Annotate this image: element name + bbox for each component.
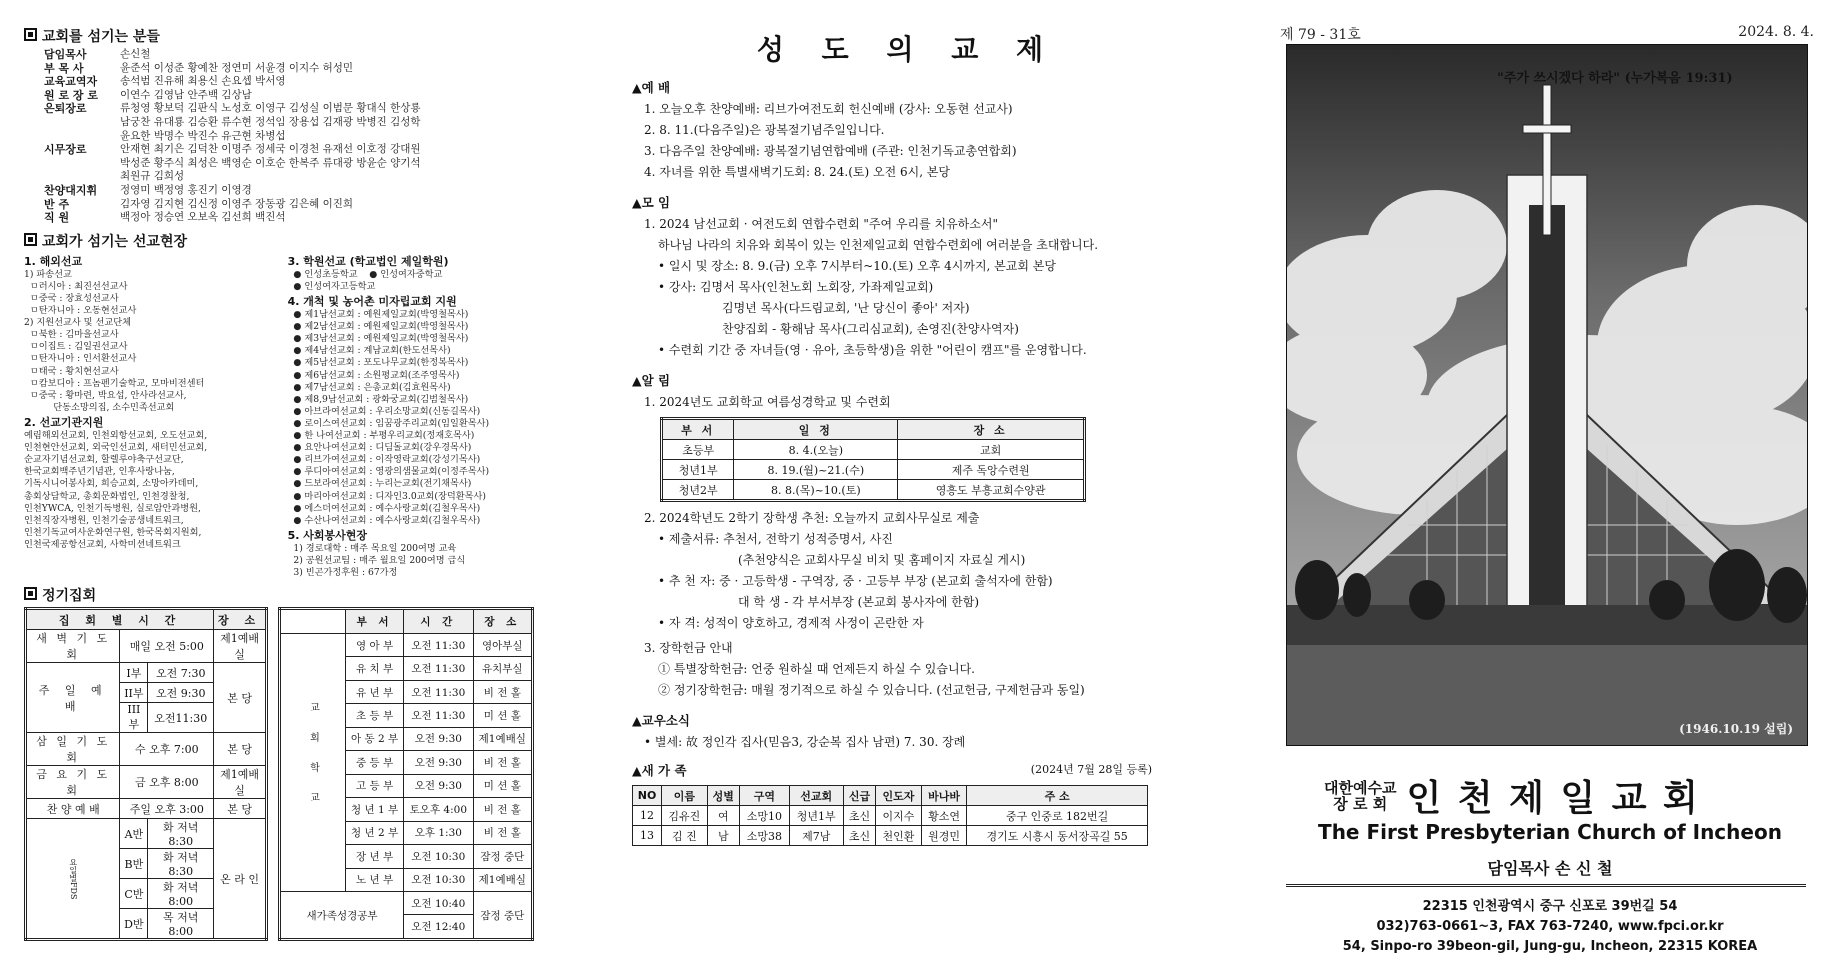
gathering-line: • 강사: 김명서 목사(인천노회 노회장, 가좌제일교회) <box>658 280 934 294</box>
wt-praise-place: 본 당 <box>214 799 267 819</box>
staff-row <box>24 89 586 103</box>
et-cell: 미 션 홀 <box>473 774 532 797</box>
notice-line: 1. 2024년도 교회학교 여름성경학교 및 수련회 <box>644 395 891 409</box>
et-cell: 장 년 부 <box>346 845 404 868</box>
et-cell: 유치부실 <box>473 657 532 680</box>
mission-line: ● 리브가여선교회 : 이작영락교회(강성기목사) <box>287 454 481 466</box>
mission-line: ● 마리아여선교회 : 디자인3.0교회(장덕환목사) <box>287 490 486 502</box>
wt-fds-time: 화 저녁 8:00 <box>148 879 214 909</box>
church-name: 인 천 제 일 교 회 <box>1406 778 1700 819</box>
mission-line: 예림해외선교회, 인천외항선교회, 오도선교회, <box>24 430 208 442</box>
mission-line: ㅁ캄보디아 : 프놈펜기술학교, 모마비전센터 <box>24 377 205 389</box>
wt-fds-class: D반 <box>120 909 148 940</box>
mission-line: 인천현안선교회, 외국인선교회, 새터민선교회, <box>24 442 208 454</box>
mission-title: 교회가 섬기는 선교현장 <box>24 231 586 251</box>
nf-cell: 13 <box>633 826 662 846</box>
et-cell: 비 전 홀 <box>473 798 532 821</box>
mission-line: ㅁ태국 : 황치현선교사 <box>24 365 119 377</box>
wt-fds-class: B반 <box>120 849 148 879</box>
et-cell: 영아부실 <box>473 633 532 656</box>
mission-line: ● 제4남선교회 : 계남교회(한도선목사) <box>287 345 451 357</box>
mission-line: ● 제3남선교회 : 예원제일교회(박영철목사) <box>287 333 469 345</box>
et-cell: 초 등 부 <box>346 704 404 727</box>
mission-line: ● 제1남선교회 : 예원제일교회(박영철목사) <box>287 309 469 321</box>
staff-list <box>24 48 586 225</box>
mission-line: ● 제7남선교회 : 은총교회(김효원목사) <box>287 381 451 393</box>
notice-line: (추천양식은 교회사무실 비치 및 홈페이지 자료실 게시) <box>738 553 1026 567</box>
staff-role: 은퇴장로 <box>44 102 87 116</box>
camp-cell: 8. 8.(목)~10.(토) <box>734 480 898 501</box>
news-line: • 별세: 故 정인각 집사(믿음3, 강순복 집사 남편) 7. 30. 장례 <box>644 735 966 749</box>
gathering-line: 김명년 목사(다드림교회, '난 당신이 좋아' 저자) <box>722 301 970 315</box>
mission-right-column <box>288 253 586 579</box>
et-cell: 토오후 4:00 <box>404 798 474 821</box>
et-cell: 비 전 홀 <box>473 821 532 844</box>
wt-head-place: 장 소 <box>214 609 267 630</box>
church-photo <box>1286 44 1808 746</box>
notice-heading: ▲알 림 <box>632 373 671 388</box>
gathering-line: • 일시 및 장소: 8. 9.(금) 오후 7시부터~10.(토) 오후 4시까지, 본교회 본당 <box>658 259 1056 273</box>
mission-line: 인천국제공항선교회, 사학미션네트워크 <box>24 538 181 550</box>
wt-fri-time: 금 오후 8:00 <box>120 766 214 799</box>
church-name-english: The First Presbyterian Church of Incheon <box>1318 820 1782 844</box>
staff-row <box>24 143 586 157</box>
et-cell: 아 동 2 부 <box>346 727 404 750</box>
mission-line: 인천YWCA, 인천기독병원, 실로암안과병원, <box>24 502 201 514</box>
square-bullet-icon <box>24 587 37 600</box>
staff-names: 이연수 김영남 안주백 김상남 <box>120 88 252 101</box>
nf-cell: 경기도 시흥시 동서장곡길 55 <box>967 826 1148 846</box>
et-cell: 영 아 부 <box>346 633 404 656</box>
left-panel <box>0 0 600 960</box>
wt-sunday-part: I부 <box>120 663 148 683</box>
nf-head-cell: 이름 <box>662 786 708 806</box>
mission-line: ● 인성초등학교 ● 인성여자중학교 <box>287 268 443 280</box>
et-cell: 오전 9:30 <box>404 774 474 797</box>
nf-cell: 12 <box>633 806 662 826</box>
staff-names: 박성준 황주식 최성은 백영순 이호순 한복주 류대광 방윤순 양기석 <box>120 156 421 169</box>
worship-line: 3. 다음주일 찬양예배: 광복절기념연합예배 (주관: 인천기독교총연합회) <box>644 144 1017 158</box>
mission-line: ● 아브라여선교회 : 우리소망교회(신동길목사) <box>287 405 481 417</box>
staff-names: 백정아 정승연 오보옥 김선희 백진석 <box>120 211 286 224</box>
nf-cell: 소망38 <box>740 826 790 846</box>
square-bullet-icon <box>24 233 37 246</box>
camp-cell: 8. 19.(월)~21.(수) <box>734 460 898 480</box>
et-head-dept: 부 서 <box>346 609 404 634</box>
worship-heading: ▲예 배 <box>632 80 671 95</box>
nf-cell: 이지수 <box>876 806 922 826</box>
staff-row <box>24 130 586 144</box>
nf-cell: 김유진 <box>662 806 708 826</box>
contact-line: 032)763-0661~3, FAX 763-7240, www.fpci.or.kr <box>1376 919 1724 934</box>
wt-wed-label: 삼 일 기 도 회 <box>26 733 120 766</box>
staff-role <box>24 130 120 144</box>
nf-head-cell: 신급 <box>843 786 875 806</box>
mission-subheading: 4. 개척 및 농어촌 미자립교회 지원 <box>287 295 457 308</box>
gathering-line: 1. 2024 남선교회 · 여전도회 연합수련회 "주여 우리를 치유하소서" <box>644 217 998 231</box>
staff-row <box>24 184 586 198</box>
wt-sunday-place: 본 당 <box>214 663 267 733</box>
camp-cell: 8. 4.(오늘) <box>734 440 898 460</box>
verse-text: "주가 쓰시겠다 하라" (누가복음 19:31) <box>1497 71 1733 86</box>
et-cell: 유 치 부 <box>346 657 404 680</box>
mission-line: 2) 지원선교사 및 선교단체 <box>24 317 131 329</box>
et-cell: 고 등 부 <box>346 774 404 797</box>
nf-cell: 초신 <box>843 806 875 826</box>
wt-dawn-place: 제1예배실 <box>214 630 267 663</box>
et-cell: 오전 11:30 <box>404 657 474 680</box>
issue-date: 2024. 8. 4. <box>1738 24 1814 40</box>
et-head-place: 장 소 <box>473 609 532 634</box>
wt-fds-class: C반 <box>120 879 148 909</box>
mission-line: ● 요안나여선교회 : 디딤돌교회(강우경목사) <box>287 442 472 454</box>
worship-title: 정기집회 <box>24 585 586 605</box>
staff-names: 윤준석 이성준 황예찬 정연미 서윤경 이지수 허성민 <box>120 61 354 74</box>
mission-line: ● 로이스여선교회 : 임꿈광주리교회(임일환목사) <box>287 417 490 429</box>
new-family-heading: ▲새 가 족 <box>632 763 687 778</box>
nf-cell: 원경민 <box>921 826 967 846</box>
camp-cell: 교회 <box>898 440 1085 460</box>
nf-cell: 중구 인중로 182번길 <box>967 806 1148 826</box>
worship-schedule-table <box>24 607 268 941</box>
wt-fds-time: 화 저녁 8:30 <box>148 819 214 849</box>
staff-row <box>24 48 586 62</box>
mission-left-column <box>24 253 288 579</box>
mission-line: 1) 파송선교 <box>24 268 72 280</box>
et-cell: 중 등 부 <box>346 751 404 774</box>
wt-sunday-part: III부 <box>120 703 148 733</box>
wt-praise-time: 주일 오후 3:00 <box>120 799 214 819</box>
nf-head-cell: 구역 <box>740 786 790 806</box>
nf-cell: 남 <box>707 826 739 846</box>
mission-subheading: 5. 사회봉사현장 <box>287 528 368 542</box>
et-cell: 청 년 2 부 <box>346 821 404 844</box>
staff-names: 남궁찬 유대룡 김승환 류수현 정석임 장용섭 김재광 박병진 김성학 <box>120 115 421 128</box>
senior-pastor: 담임목사 손 신 철 <box>1487 859 1613 878</box>
nf-cell: 소망10 <box>740 806 790 826</box>
mission-line: ● 제8,9남선교회 : 광화궁교회(김범철목사) <box>287 393 469 405</box>
staff-names: 류청영 황보덕 김판식 노성호 이영구 김성실 이범문 황대식 한상룡 <box>120 102 421 115</box>
mission-line: ● 인성여자고등학교 <box>287 280 376 292</box>
wt-sunday-time: 오전11:30 <box>148 703 214 733</box>
notice-line: • 제출서류: 추천서, 전학기 성적증명서, 사진 <box>658 532 893 546</box>
address-block <box>1300 897 1800 957</box>
mission-subheading: 1. 해외선교 <box>24 254 83 268</box>
wt-head-time: 집 회 별 시 간 <box>26 609 214 630</box>
et-newfamily-place: 잠정 중단 <box>473 891 532 939</box>
wt-fds-time: 화 저녁 8:30 <box>148 849 214 879</box>
et-side-label: 교회학교 <box>280 633 346 891</box>
servants-title: 교회를 섬기는 분들 <box>24 26 586 46</box>
wt-fri-label: 금 요 기 도 회 <box>26 766 120 799</box>
et-cell: 노 년 부 <box>346 868 404 891</box>
mission-subheading: 3. 학원선교 (학교법인 제일학원) <box>287 254 449 268</box>
staff-row <box>24 211 586 225</box>
mission-line: ㅁ북한 : 김마을선교사 <box>24 329 119 341</box>
mission-columns <box>24 253 586 579</box>
staff-role: 시무장로 <box>44 143 87 157</box>
et-cell: 오전 9:30 <box>404 727 474 750</box>
staff-role: 직 원 <box>44 211 70 225</box>
mission-line: ● 드보라여선교회 : 누리는교회(전기채목사) <box>287 478 472 490</box>
wt-dawn-label: 새 벽 기 도 회 <box>26 630 120 663</box>
mission-line: 단동소망의집, 소수민족선교회 <box>24 401 175 413</box>
photo-caption: (1946.10.19 설립) <box>1679 722 1793 736</box>
et-newfamily-time: 오전 10:40 <box>404 891 474 914</box>
mission-line: 3) 빈곤가정후원 : 67가정 <box>287 567 398 579</box>
et-newfamily-label: 새가족성경공부 <box>280 891 404 939</box>
staff-role <box>24 170 120 184</box>
mission-line: 2) 공원선교팀 : 매주 월요일 200여명 급식 <box>287 554 466 566</box>
nf-head-cell: 인도자 <box>876 786 922 806</box>
notice-line: • 자 격: 성적이 양호하고, 경제적 사정이 곤란한 자 <box>658 616 924 630</box>
worship-notices <box>632 99 1182 183</box>
mission-line: ● 수산나여선교회 : 예수사랑교회(김철우목사) <box>287 514 481 526</box>
wt-fri-place: 제1예배실 <box>214 766 267 799</box>
new-family-date: (2024년 7월 28일 등록) <box>1030 763 1152 776</box>
notice-line: ② 정기장학헌금: 매월 정기적으로 하실 수 있습니다. (선교헌금, 구제헌금과 동일) <box>658 683 1085 697</box>
nf-head-cell: 성별 <box>707 786 739 806</box>
staff-row <box>24 157 586 171</box>
camp-cell: 청년2부 <box>662 480 734 501</box>
et-cell: 미 션 홀 <box>473 704 532 727</box>
et-cell: 오후 1:30 <box>404 821 474 844</box>
staff-role: 교육교역자 <box>44 75 98 89</box>
camp-cell: 초등부 <box>662 440 734 460</box>
et-cell: 제1예배실 <box>473 868 532 891</box>
mission-line: ● 제5남선교회 : 포도나무교회(한정복목사) <box>287 357 469 369</box>
et-cell: 잠정 중단 <box>473 845 532 868</box>
nf-cell: 김 진 <box>662 826 708 846</box>
page-title: 성 도 의 교 제 <box>756 33 1058 66</box>
notice-line: 대 학 생 - 각 부서부장 (본교회 봉사자에 한함) <box>738 595 979 609</box>
nf-head-cell: 주 소 <box>967 786 1148 806</box>
gathering-heading: ▲모 임 <box>632 195 671 210</box>
notice-line: ① 특별장학헌금: 언중 원하실 때 언제든지 하실 수 있습니다. <box>658 662 975 676</box>
cover-panel <box>1260 0 1834 960</box>
mission-line: ㅁ탄자니아 : 오동현선교사 <box>24 305 137 317</box>
nf-cell: 초신 <box>843 826 875 846</box>
wt-wed-place: 본 당 <box>214 733 267 766</box>
staff-names: 송석범 진유해 최용신 손요셉 박서영 <box>120 75 286 88</box>
staff-role: 원 로 장 로 <box>44 88 98 102</box>
gathering-line: • 수련회 기간 중 자녀들(영 · 유아, 초등학생)을 위한 "어린이 캠프"를 운영합니다. <box>658 343 1087 357</box>
denomination: 대한예수교 장 로 회 <box>1324 778 1397 813</box>
staff-row <box>24 102 586 116</box>
staff-row <box>24 198 586 212</box>
et-cell: 비 전 홀 <box>473 751 532 774</box>
nf-head-cell: 바나바 <box>921 786 967 806</box>
mission-line: 순교자기념선교회, 할렐루야축구선교단, <box>24 454 184 466</box>
camp-cell: 영흥도 부흥교회수양관 <box>898 480 1085 501</box>
news-heading: ▲교우소식 <box>632 713 690 728</box>
staff-role: 부 목 사 <box>44 61 84 75</box>
et-cell: 오전 11:30 <box>404 633 474 656</box>
education-schedule-table <box>278 607 534 941</box>
wt-dawn-time: 매일 오전 5:00 <box>120 630 214 663</box>
et-head-time: 시 간 <box>404 609 474 634</box>
wt-sunday-label: 주 일 예 배 <box>26 663 120 733</box>
mission-line: ㅁ중국 : 장효성선교사 <box>24 293 119 304</box>
staff-role <box>24 157 120 171</box>
et-cell: 유 년 부 <box>346 680 404 703</box>
middle-panel <box>622 0 1182 960</box>
staff-names: 손신철 <box>120 48 151 60</box>
mission-line: 총회상담학교, 총회문화법인, 인천경찰청, <box>24 490 190 502</box>
gathering-line: 찬양집회 - 황해남 목사(그리심교회), 손영진(찬양사역자) <box>722 322 1019 336</box>
notice-line: 3. 장학헌금 안내 <box>644 641 733 655</box>
mission-line: ㅁ탄자니아 : 인서환선교사 <box>24 353 137 365</box>
nf-cell: 청년1부 <box>789 806 843 826</box>
address-kr: 22315 인천광역시 중구 신포로 39번길 54 <box>1422 899 1678 914</box>
mission-line: ● 제2남선교회 : 예원제일교회(박영철목사) <box>287 321 469 333</box>
wt-fds-class: A반 <box>120 819 148 849</box>
staff-names: 김자영 김지현 김신정 이영주 장동광 김은혜 이진희 <box>120 197 354 210</box>
mission-line: 1) 경로대학 : 매주 목요일 200여명 교육 <box>287 542 457 554</box>
wt-sunday-time: 오전 7:30 <box>148 663 214 683</box>
staff-names: 정영미 백정영 홍진기 이영경 <box>120 183 252 196</box>
mission-line: ● 제6남선교회 : 소원평교회(조주영목사) <box>287 369 460 381</box>
mission-line: 한국교회백주년기념관, 인후사랑나눔, <box>24 466 175 478</box>
et-cell: 오전 10:30 <box>404 845 474 868</box>
staff-row <box>24 170 586 184</box>
mission-subheading: 2. 선교기관지원 <box>24 415 104 429</box>
church-name-block <box>1324 770 1794 821</box>
staff-role: 담임목사 <box>44 48 87 61</box>
camp-cell: 청년1부 <box>662 460 734 480</box>
mission-line: ● 에스더여선교회 : 예수사랑교회(김철우목사) <box>287 502 481 514</box>
staff-role: 반 주 <box>44 197 70 211</box>
nf-cell: 황소연 <box>921 806 967 826</box>
staff-row <box>24 62 586 76</box>
worship-line: 2. 8. 11.(다음주일)은 광복절기념주일입니다. <box>644 123 885 137</box>
church-illustration <box>1287 45 1807 745</box>
nf-cell: 천인환 <box>876 826 922 846</box>
camp-head: 일 정 <box>734 419 898 440</box>
mission-line: 인천직장자병원, 인천기술공생네트워크, <box>24 514 184 526</box>
notice-line: 2. 2024학년도 2학기 장학생 추천: 오늘까지 교회사무실로 제출 <box>644 511 980 525</box>
et-cell: 청 년 1 부 <box>346 798 404 821</box>
worship-line: 4. 자녀를 위한 특별새벽기도회: 8. 24.(토) 오전 6시, 본당 <box>644 165 951 179</box>
et-cell: 제1예배실 <box>473 727 532 750</box>
et-cell: 오전 11:30 <box>404 680 474 703</box>
et-cell: 오전 11:30 <box>404 704 474 727</box>
issue-number: 제 79 - 31호 <box>1280 27 1361 43</box>
mission-line: ㅁ이집트 : 김일권선교사 <box>24 341 128 353</box>
et-cell: 비 전 홀 <box>473 680 532 703</box>
gathering-line: 하나님 나라의 치유와 회복이 있는 인천제일교회 연합수련회에 여러분을 초대합니다. <box>658 238 1099 252</box>
wt-fds-time: 목 저녁 8:00 <box>148 909 214 940</box>
mission-line: ㅁ러시아 : 최진선선교사 <box>24 280 128 292</box>
camp-head: 부 서 <box>662 419 734 440</box>
mission-line: 인천기독교여사운화연구원, 한국목회지원회, <box>24 526 202 538</box>
mission-line: ● 루디아여선교회 : 영광의샘물교회(이정주목사) <box>287 466 490 478</box>
wt-fds-place: 온 라 인 <box>214 819 267 940</box>
staff-names: 최원규 김희성 <box>120 170 185 183</box>
staff-names: 안재현 최기은 김덕찬 이명주 정세국 이경천 유재선 이호정 강대원 <box>120 143 421 156</box>
staff-role <box>24 116 120 130</box>
wt-wed-time: 수 오후 7:00 <box>120 733 214 766</box>
wt-sunday-time: 오전 9:30 <box>148 683 214 703</box>
nf-head-cell: NO <box>633 786 662 806</box>
staff-role: 찬양대지휘 <box>44 183 98 197</box>
nf-cell: 여 <box>707 806 739 826</box>
staff-row <box>24 75 586 89</box>
mission-line: ㅁ중국 : 황마련, 박요섭, 안사라선교사, <box>24 389 187 401</box>
mission-line: 기독시니어봉사회, 희승교회, 소망아카데미, <box>24 478 199 490</box>
mission-line: ● 한 나여선교회 : 부평우리교회(정재호목사) <box>287 430 475 442</box>
new-family-table <box>632 785 1148 846</box>
staff-names: 윤요한 박명수 박진수 유근현 차병섭 <box>120 129 286 142</box>
square-bullet-icon <box>24 28 37 41</box>
divider <box>1286 884 1806 887</box>
camp-head: 장 소 <box>898 419 1085 440</box>
et-cell: 오전 9:30 <box>404 751 474 774</box>
notice-line: • 추 천 자: 중 · 고등학생 - 구역장, 중 · 고등부 부장 (본교회 출석자에 한함) <box>658 574 1053 588</box>
wt-fds-label: 요일별FDS <box>26 819 120 940</box>
nf-head-cell: 선교회 <box>789 786 843 806</box>
wt-sunday-part: II부 <box>120 683 148 703</box>
camp-table <box>660 417 1086 502</box>
worship-line: 1. 오늘오후 찬양예배: 리브가여전도회 헌신예배 (강사: 오동현 선교사) <box>644 102 1013 116</box>
camp-cell: 제주 독앙수련원 <box>898 460 1085 480</box>
wt-praise-label: 찬 양 예 배 <box>26 799 120 819</box>
staff-row <box>24 116 586 130</box>
address-en: 54, Sinpo-ro 39beon-gil, Jung-gu, Incheon, 22315 KOREA <box>1342 939 1758 954</box>
et-cell: 오전 10:30 <box>404 868 474 891</box>
et-newfamily-time: 오전 12:40 <box>404 915 474 940</box>
nf-cell: 제7남 <box>789 826 843 846</box>
